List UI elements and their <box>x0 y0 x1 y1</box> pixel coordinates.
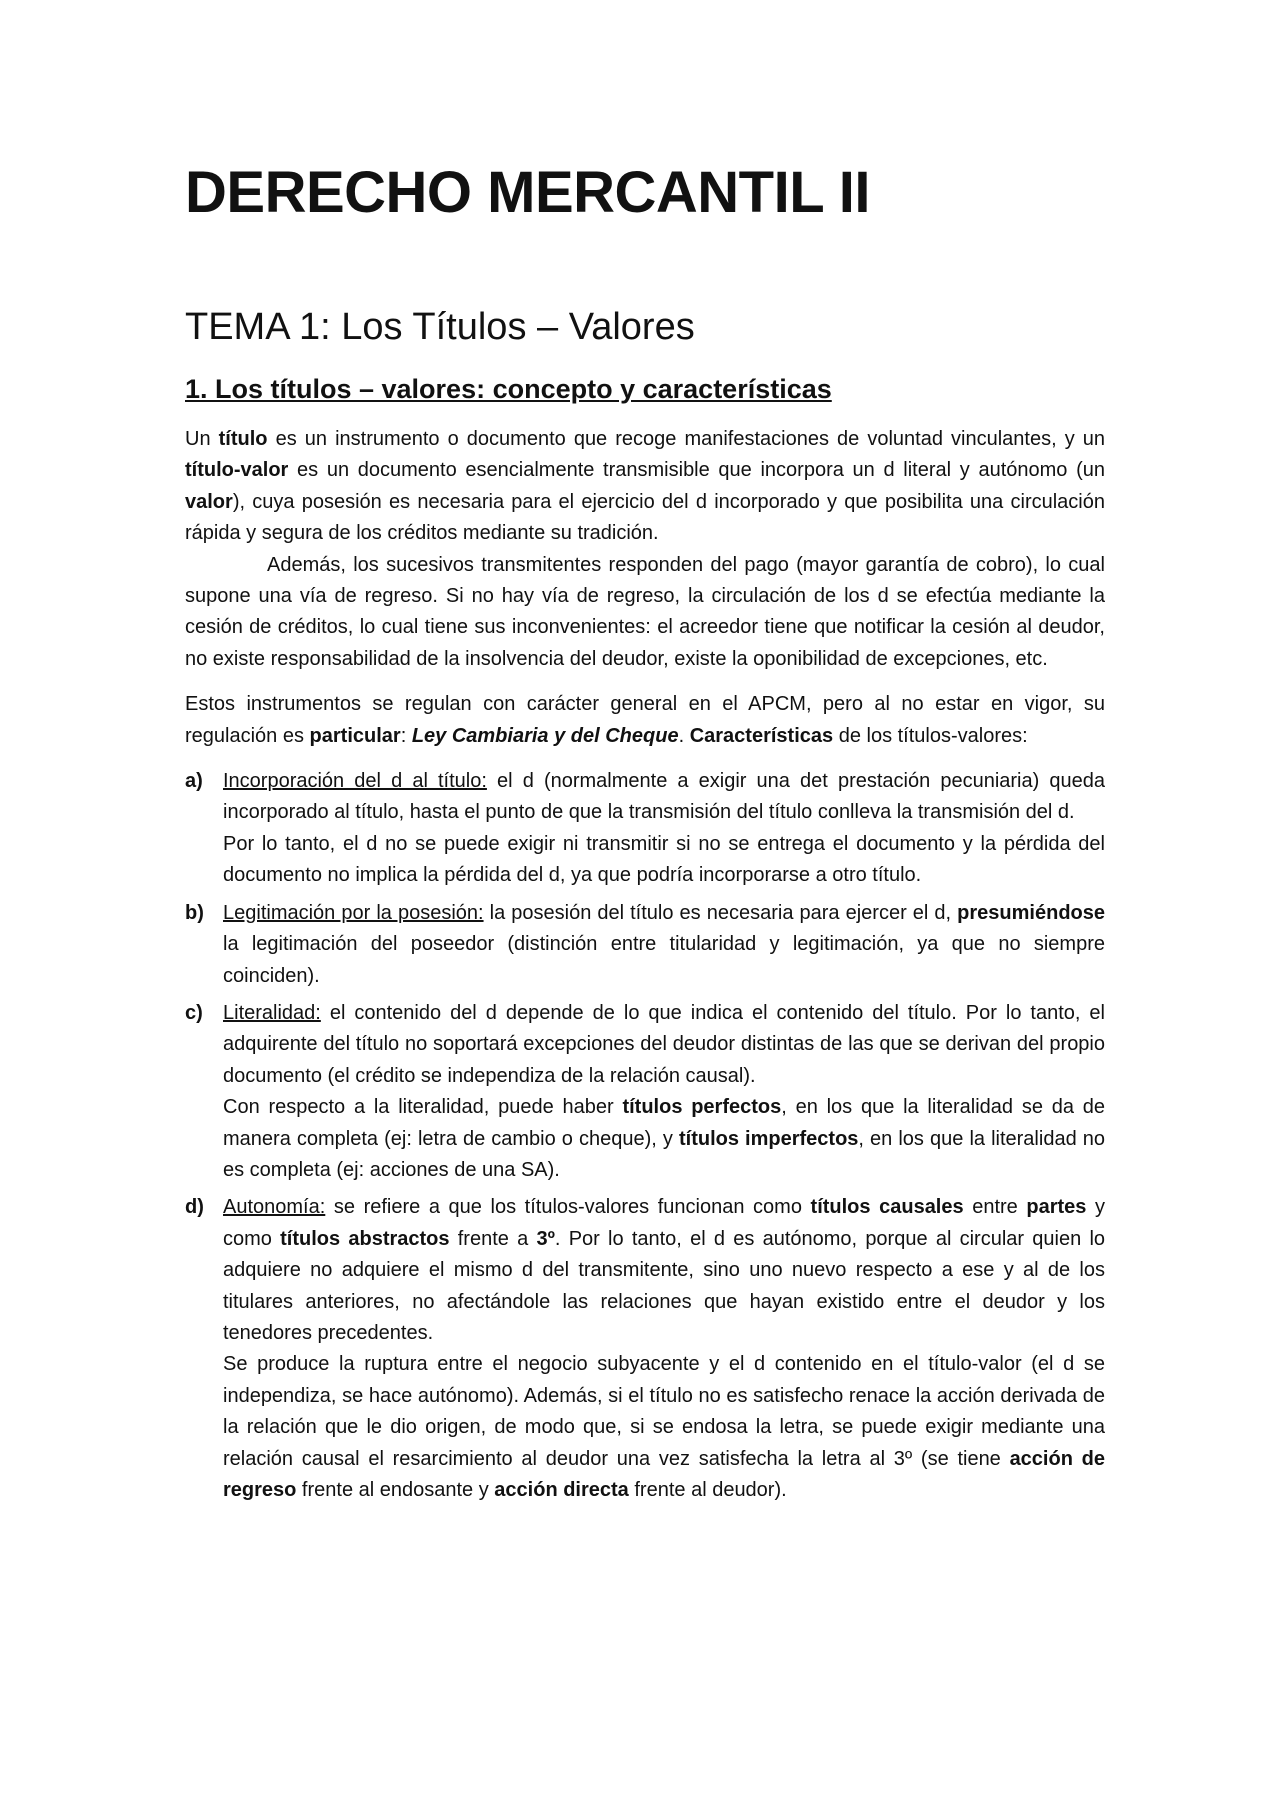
topic-heading: TEMA 1: Los Títulos – Valores <box>185 306 695 348</box>
term-label: Legitimación por la posesión: <box>223 901 484 924</box>
emphasis-text: títulos causales <box>810 1196 964 1219</box>
text-run: , en los que la literalidad se da de manera completa (ej: letra de cambio o cheque), y <box>223 1096 1105 1150</box>
emphasis-text: acción de regreso <box>223 1447 1106 1501</box>
list-item-paragraph <box>223 1092 1105 1186</box>
term-label: Literalidad: <box>223 1001 321 1024</box>
list-marker: d) <box>185 1196 204 1219</box>
emphasis-text: Ley Cambiaria y del Cheque <box>411 724 679 747</box>
document-body <box>185 158 1105 1512</box>
list-item-paragraph <box>223 898 1105 992</box>
text-run: la posesión del título es necesaria para ejercer el d, <box>483 901 958 924</box>
emphasis-text: partes <box>1026 1196 1087 1219</box>
emphasis-text: títulos imperfectos <box>678 1127 859 1150</box>
list-item <box>185 998 1105 1186</box>
text-run: . <box>678 724 690 747</box>
text-run: ), cuya posesión es necesaria para el ejercicio del d incorporado y que posibilita una circulación rápida y segura de los créditos mediante su tradición. <box>185 490 1105 545</box>
emphasis-text: acción directa <box>494 1479 629 1501</box>
text-run: frente a <box>449 1227 537 1250</box>
intro-paragraph <box>185 424 1105 550</box>
text-run: . Por lo tanto, el d es autónomo, porque al circular quien lo adquiere no adquiere el mismo d del transmitente, sino uno nuevo respecto a ese y al de los titulares anteriores, no afectándole las relaciones que hayan existido entre el deudor y los tenedores precedentes. <box>223 1227 1106 1344</box>
list-item-paragraph <box>223 1192 1105 1349</box>
emphasis-text: título <box>218 428 268 450</box>
text-run: se refiere a que los títulos-valores funcionan como <box>325 1196 811 1219</box>
text-run: frente al endosante y <box>296 1479 495 1501</box>
section-heading: 1. Los títulos – valores: concepto y características <box>185 374 832 404</box>
list-item-paragraph <box>223 829 1105 892</box>
text-run: y como <box>223 1196 1105 1250</box>
text-run: Con respecto a la literalidad, puede haber <box>223 1096 623 1119</box>
text-run: , en los que la literalidad no es completa (ej: acciones de una SA). <box>223 1127 1106 1181</box>
text-run: el contenido del d depende de lo que indica el contenido del título. Por lo tanto, el adquirente del título no soportará excepciones del deudor distintas de las que se derivan del propio documento (el crédito se independiza de la relación causal). <box>223 1001 1105 1087</box>
text-run: es un instrumento o documento que recoge manifestaciones de voluntad vinculantes, y un <box>267 428 1106 450</box>
text-run: es un documento esencialmente transmisible que incorpora un d literal y autónomo (un <box>288 459 1105 482</box>
list-marker: b) <box>185 901 204 924</box>
text-run: Estos instrumentos se regulan con carácter general en el APCM, pero al no estar en vigor, su regulación es <box>185 693 1105 747</box>
list-item-paragraph <box>223 766 1105 829</box>
regress-paragraph <box>185 550 1105 676</box>
emphasis-text: título-valor <box>185 459 289 482</box>
text-run: frente al deudor). <box>628 1479 787 1501</box>
text-run: el d (normalmente a exigir una det prestación pecuniaria) queda incorporado al título, hasta el punto de que la transmisión del título conlleva la transmisión del d. <box>223 770 1106 824</box>
text-run: entre <box>963 1196 1027 1219</box>
list-item-paragraph <box>223 1349 1105 1506</box>
emphasis-text: valor <box>185 490 233 513</box>
list-item <box>185 766 1105 892</box>
text-run: la legitimación del poseedor (distinción entre titularidad y legitimación, ya que no siempre coinciden). <box>223 933 1105 987</box>
text-run: Un <box>185 428 219 450</box>
regulation-paragraph <box>185 689 1105 752</box>
text-run: Por lo tanto, el d no se puede exigir ni transmitir si no se entrega el documento y la pérdida del documento no implica la pérdida del d, ya que podría incorporarse a otro título. <box>223 832 1105 887</box>
emphasis-text: 3º <box>536 1227 555 1250</box>
term-label: Incorporación del d al título: <box>223 770 487 793</box>
list-item <box>185 1192 1105 1506</box>
emphasis-text: particular <box>309 724 401 747</box>
characteristics-list <box>185 766 1105 1506</box>
text-run: : <box>400 724 412 747</box>
list-marker: c) <box>185 1001 203 1024</box>
list-marker: a) <box>185 770 203 793</box>
list-item <box>185 898 1105 992</box>
text-run: de los títulos-valores: <box>833 724 1028 747</box>
text-run: Además, los sucesivos transmitentes responden del pago (mayor garantía de cobro), lo cual supone una vía de regreso. Si no hay vía de regreso, la circulación de los d se efectúa mediante la cesión de créditos, lo cual tiene sus inconvenientes: el acreedor tiene que notificar la cesión al deudor, no existe responsabilidad de la insolvencia del deudor, existe la oponibilidad de excepciones, etc. <box>185 553 1105 670</box>
emphasis-text: títulos abstractos <box>280 1227 450 1250</box>
text-run: Se produce la ruptura entre el negocio subyacente y el d contenido en el título-valor (el d se independiza, se hace autónomo). Además, si el título no es satisfecho renace la acción derivada de la relación que le dio origen, de modo que, si se endosa la letra, se puede exigir mediante una relación causal el resarcimiento al deudor una vez satisfecha la letra al 3º (se tiene <box>223 1353 1105 1470</box>
emphasis-text: presumiéndose <box>957 901 1105 924</box>
term-label: Autonomía: <box>223 1196 326 1219</box>
emphasis-text: títulos perfectos <box>622 1096 782 1119</box>
document-title: DERECHO MERCANTIL II <box>185 160 870 225</box>
emphasis-text: Características <box>689 724 834 747</box>
list-item-paragraph <box>223 998 1105 1092</box>
